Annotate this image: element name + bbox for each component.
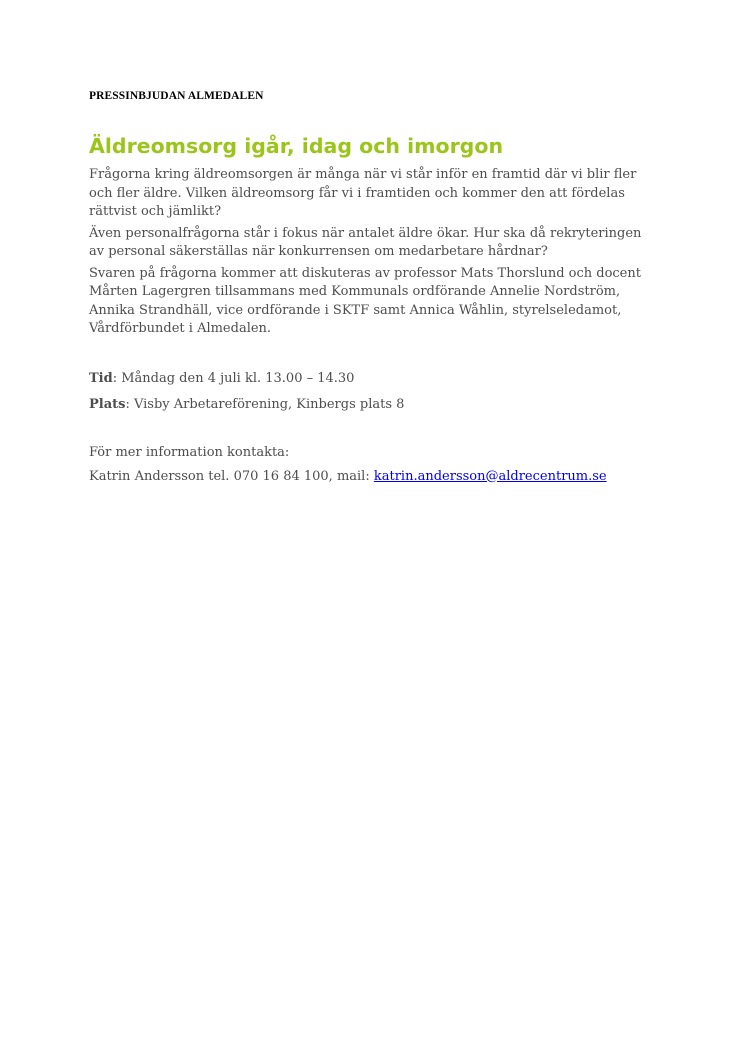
place-value: : Visby Arbetareförening, Kinbergs plats 8	[125, 396, 405, 412]
contact-intro: För mer information kontakta:	[89, 444, 290, 460]
document-headline: Äldreomsorg igår, idag och imorgon	[89, 134, 504, 158]
paragraph-intro: Frågorna kring äldreomsorgen är många när vi står inför en framtid där vi blir fler och fler äldre. Vilken äldreomsorg får vi i framtiden och kommer den att fördelas rättvist och jämlikt?	[89, 167, 637, 219]
event-place	[89, 396, 659, 414]
time-label: Tid	[89, 370, 113, 386]
event-details	[89, 370, 659, 414]
event-time	[89, 370, 659, 388]
body-text	[89, 166, 659, 339]
paragraph-staffing: Även personalfrågorna står i fokus när antalet äldre ökar. Hur ska då rekryteringen av personal säkerställas när konkurrensen om medarbetare hårdnar?	[89, 225, 642, 259]
contact-details	[89, 468, 659, 486]
contact-name-phone: Katrin Andersson tel. 070 16 84 100, mail:	[89, 468, 374, 484]
contact-section	[89, 444, 659, 486]
paragraph-speakers: Svaren på frågorna kommer att diskuteras av professor Mats Thorslund och docent Mårten Lagergren tillsammans med Kommunals ordförande Annelie Nordström, Annika Strandhäll, vice ordförande i SKTF samt Annica Wåhlin, styrelseledamot, Vårdförbundet i Almedalen.	[89, 265, 641, 336]
time-value: : Måndag den 4 juli kl. 13.00 – 14.30	[112, 370, 355, 386]
contact-email-link[interactable]: katrin.andersson@aldrecentrum.se	[373, 468, 607, 484]
press-invitation-kicker: PRESSINBJUDAN ALMEDALEN	[89, 90, 264, 102]
place-label: Plats	[89, 396, 126, 412]
document-page	[89, 88, 659, 492]
